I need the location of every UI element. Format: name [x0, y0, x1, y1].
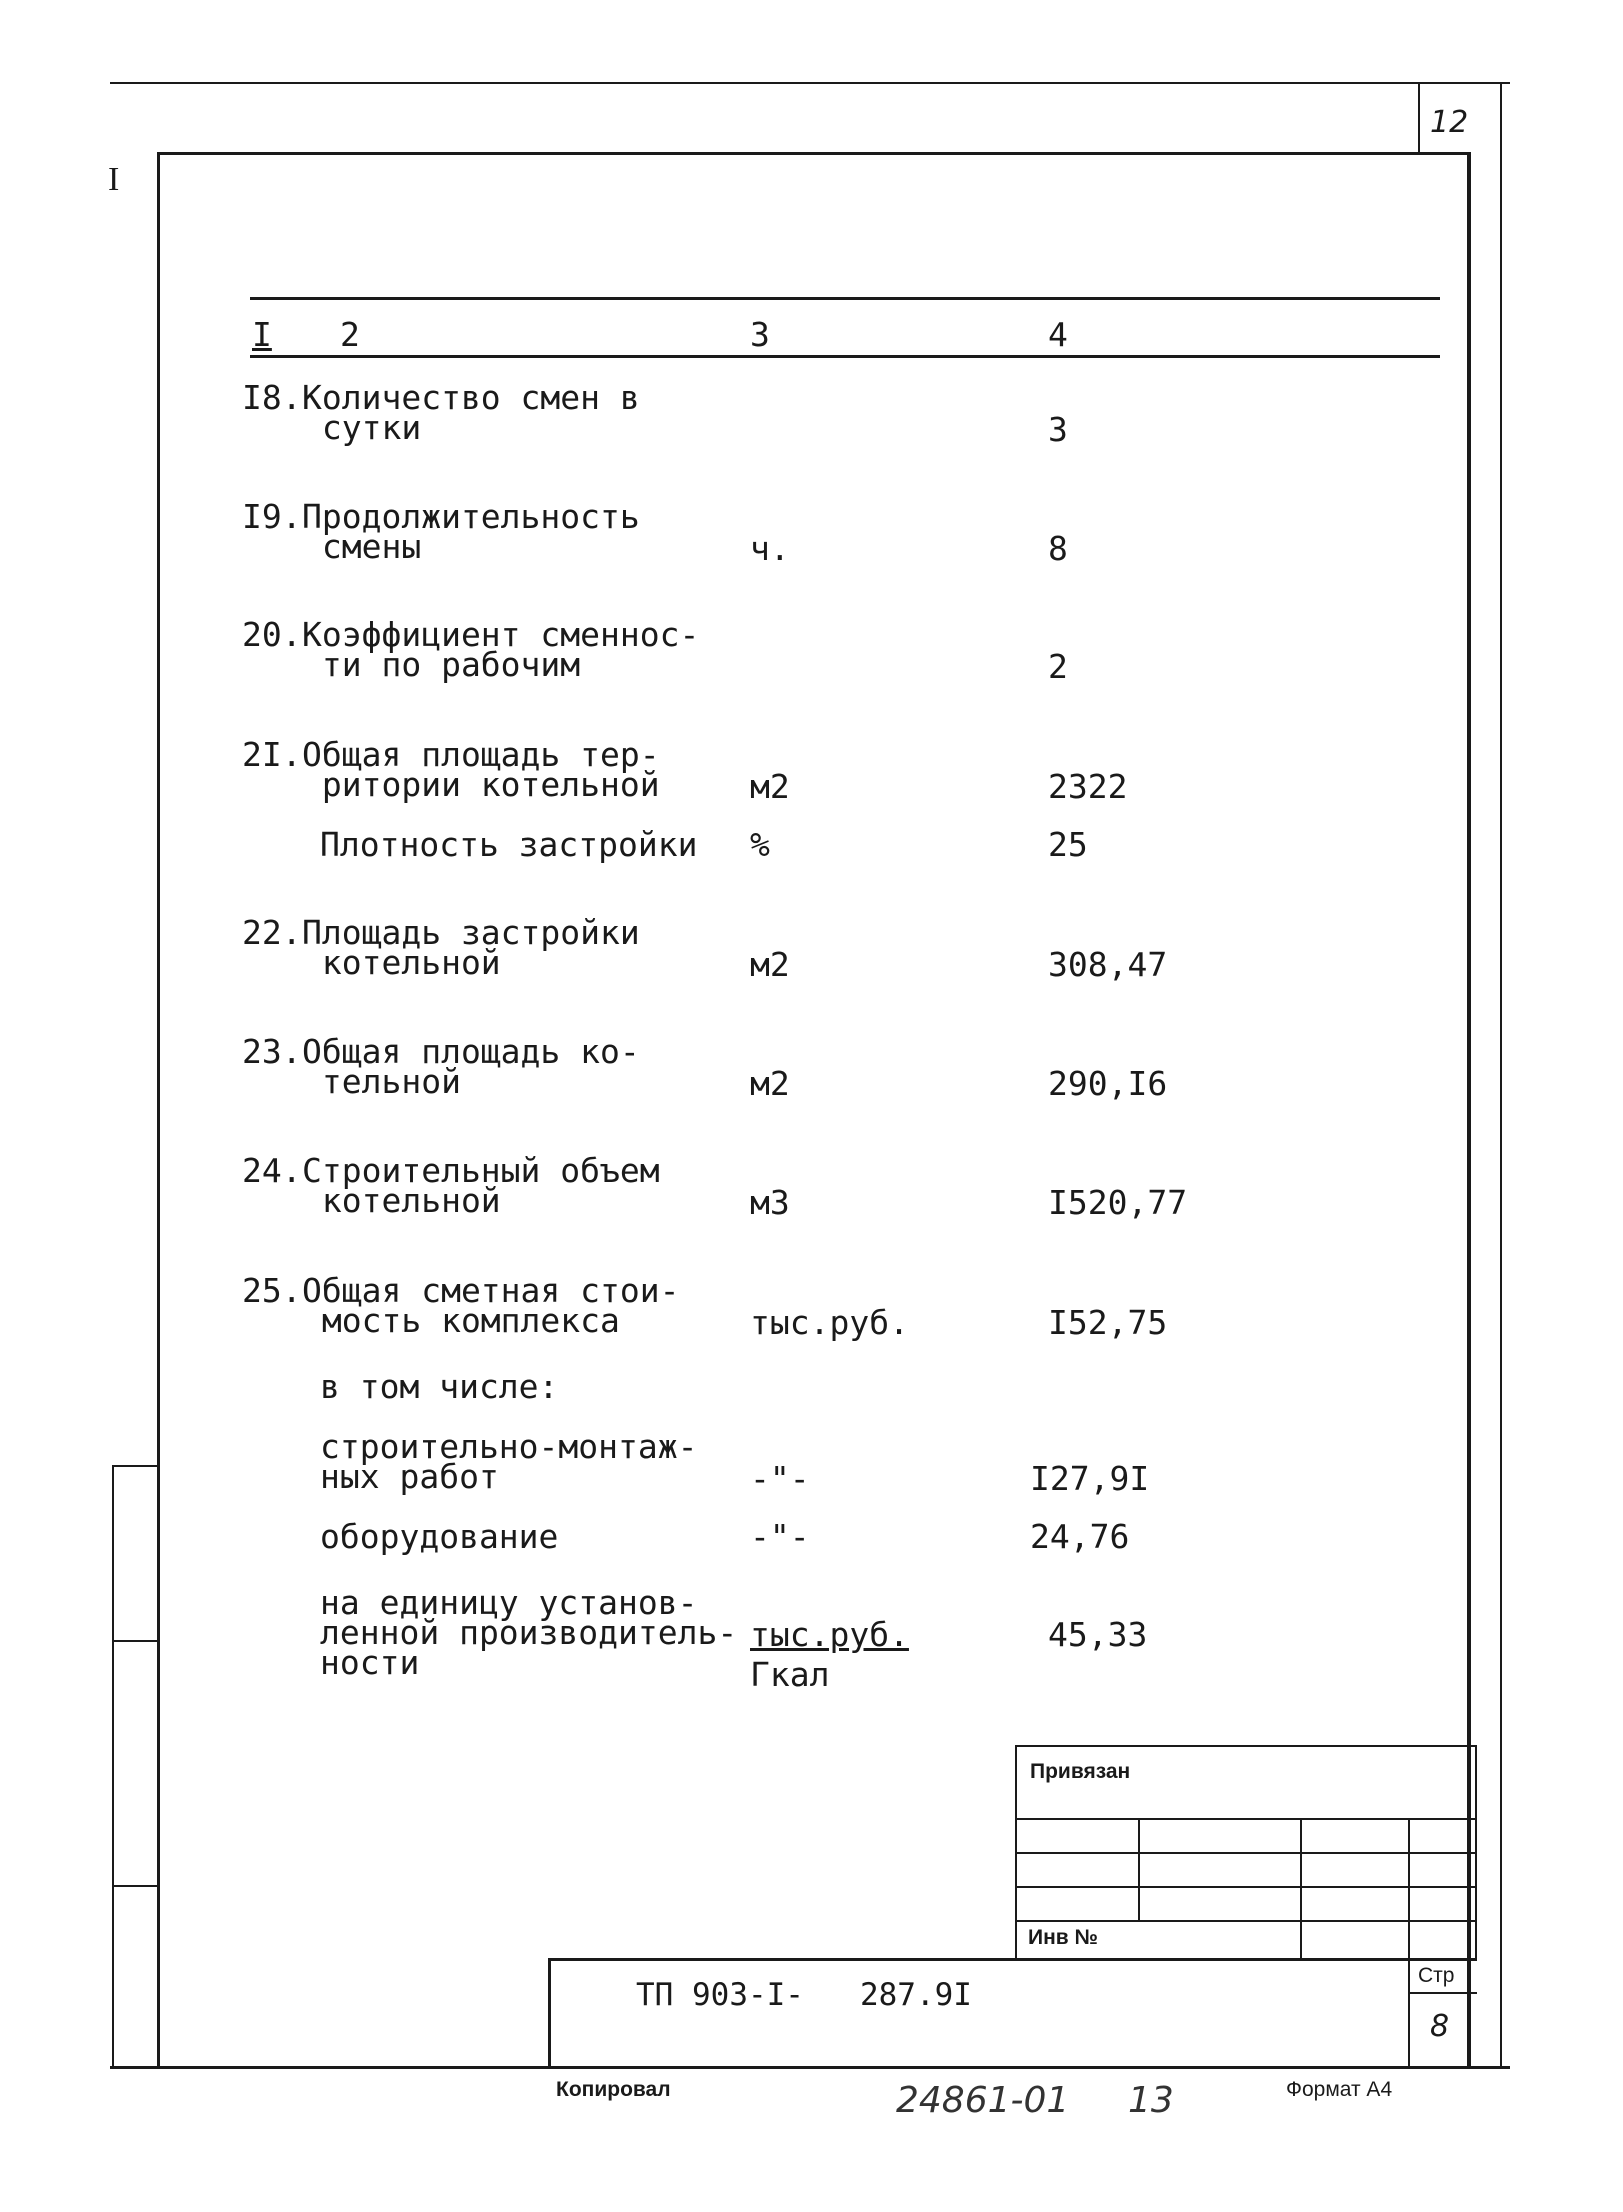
row-number: I9. — [242, 497, 302, 536]
table-top-rule — [250, 297, 1440, 300]
row-unit: -"- — [750, 1459, 810, 1498]
row-name: Плотность застройки — [320, 825, 698, 864]
row-unit: -"- — [750, 1517, 810, 1556]
row-unit: м2 — [750, 767, 790, 806]
row-value: I520,77 — [1048, 1183, 1188, 1222]
row-unit: м2 — [750, 945, 790, 984]
frame-bottom — [110, 2066, 1510, 2069]
row-number: I8. — [242, 378, 302, 417]
row-unit: тыс.руб. — [750, 1303, 909, 1342]
row-value: 308,47 — [1048, 945, 1168, 984]
side-strip-left — [112, 1465, 114, 2068]
side-mark: I — [108, 161, 120, 198]
side-strip-div3 — [112, 1885, 158, 1887]
row-name: Площадь застройки котельной — [302, 913, 640, 982]
row-number: 25. — [242, 1271, 302, 1310]
row-unit: м3 — [750, 1183, 790, 1222]
row-value: 24,76 — [1030, 1517, 1130, 1556]
row-number: 22. — [242, 913, 302, 952]
row-number: 2I. — [242, 735, 302, 774]
stamp-upper-top — [1015, 1745, 1477, 1747]
titleblock-left — [548, 1958, 551, 2068]
doc-code: ТП 903-I- 287.9I — [636, 1977, 972, 2013]
row-unit: тыс.руб. — [750, 1615, 909, 1654]
row-value: 8 — [1048, 529, 1068, 568]
handwritten-number: 24861-01 — [896, 2080, 1070, 2121]
row-number: 23. — [242, 1032, 302, 1071]
frame-left — [157, 152, 160, 2067]
row-number: 24. — [242, 1151, 302, 1190]
row-value: 3 — [1048, 410, 1068, 449]
row-name: строительно-монтаж- ных работ — [320, 1427, 698, 1496]
inv-label: Инв № — [1028, 1926, 1098, 1949]
stamp-col-3 — [1408, 1818, 1410, 2068]
row-value: 290,I6 — [1048, 1064, 1168, 1103]
frame-right — [1467, 152, 1471, 2067]
row-name: Строительный объем котельной — [302, 1151, 660, 1220]
row-value: 2 — [1048, 647, 1068, 686]
col-header-1: I — [252, 315, 272, 354]
row-value: I27,9I — [1030, 1459, 1150, 1498]
col-header-2: 2 — [340, 315, 360, 354]
row-name: оборудование — [320, 1517, 559, 1556]
page-label: Стр — [1418, 1964, 1455, 1987]
row-name: Коэффициент сменнос- ти по рабочим — [302, 615, 700, 684]
row-name: в том числе: — [320, 1367, 559, 1406]
row-name: Продолжительность смены — [302, 497, 640, 566]
row-value: 45,33 — [1048, 1615, 1148, 1654]
stamp-col-2 — [1300, 1818, 1302, 1960]
row-unit: ч. — [750, 529, 790, 568]
row-name: на единицу установ- ленной производитель- ности — [320, 1583, 738, 1682]
stamp-col-1 — [1138, 1818, 1140, 1920]
top-outer-rule — [110, 82, 1510, 84]
row-value: 25 — [1048, 825, 1088, 864]
row-name: Общая сметная стои- мость комплекса — [302, 1271, 680, 1340]
corner-box-left — [1418, 82, 1420, 152]
format-label: Формат А4 — [1286, 2078, 1393, 2101]
row-number: 20. — [242, 615, 302, 654]
row-unit-denominator: Гкал — [750, 1655, 830, 1694]
titleblock-top — [548, 1958, 1477, 1961]
frame-top — [157, 152, 1467, 155]
copied-label: Копировал — [556, 2078, 671, 2101]
row-value: 2322 — [1048, 767, 1128, 806]
frame-right-outer — [1500, 82, 1502, 2067]
page-value: 8 — [1430, 2009, 1450, 2044]
row-name: Общая площадь тер- ритории котельной — [302, 735, 660, 804]
row-unit: м2 — [750, 1064, 790, 1103]
row-name: Количество смен в сутки — [302, 378, 640, 447]
col-header-3: 3 — [750, 315, 770, 354]
page-label-divider — [1408, 1992, 1477, 1994]
table-header-rule — [250, 355, 1440, 358]
col-header-4: 4 — [1048, 315, 1068, 354]
side-strip-div1 — [112, 1465, 158, 1467]
row-value: I52,75 — [1048, 1303, 1168, 1342]
privyazan-label: Привязан — [1030, 1760, 1131, 1783]
row-name: Общая площадь ко- тельной — [302, 1032, 640, 1101]
row-unit: % — [750, 825, 770, 864]
side-strip-div2 — [112, 1640, 158, 1642]
handwritten-sheet: 13 — [1128, 2080, 1174, 2121]
corner-page-number: 12 — [1430, 105, 1469, 140]
